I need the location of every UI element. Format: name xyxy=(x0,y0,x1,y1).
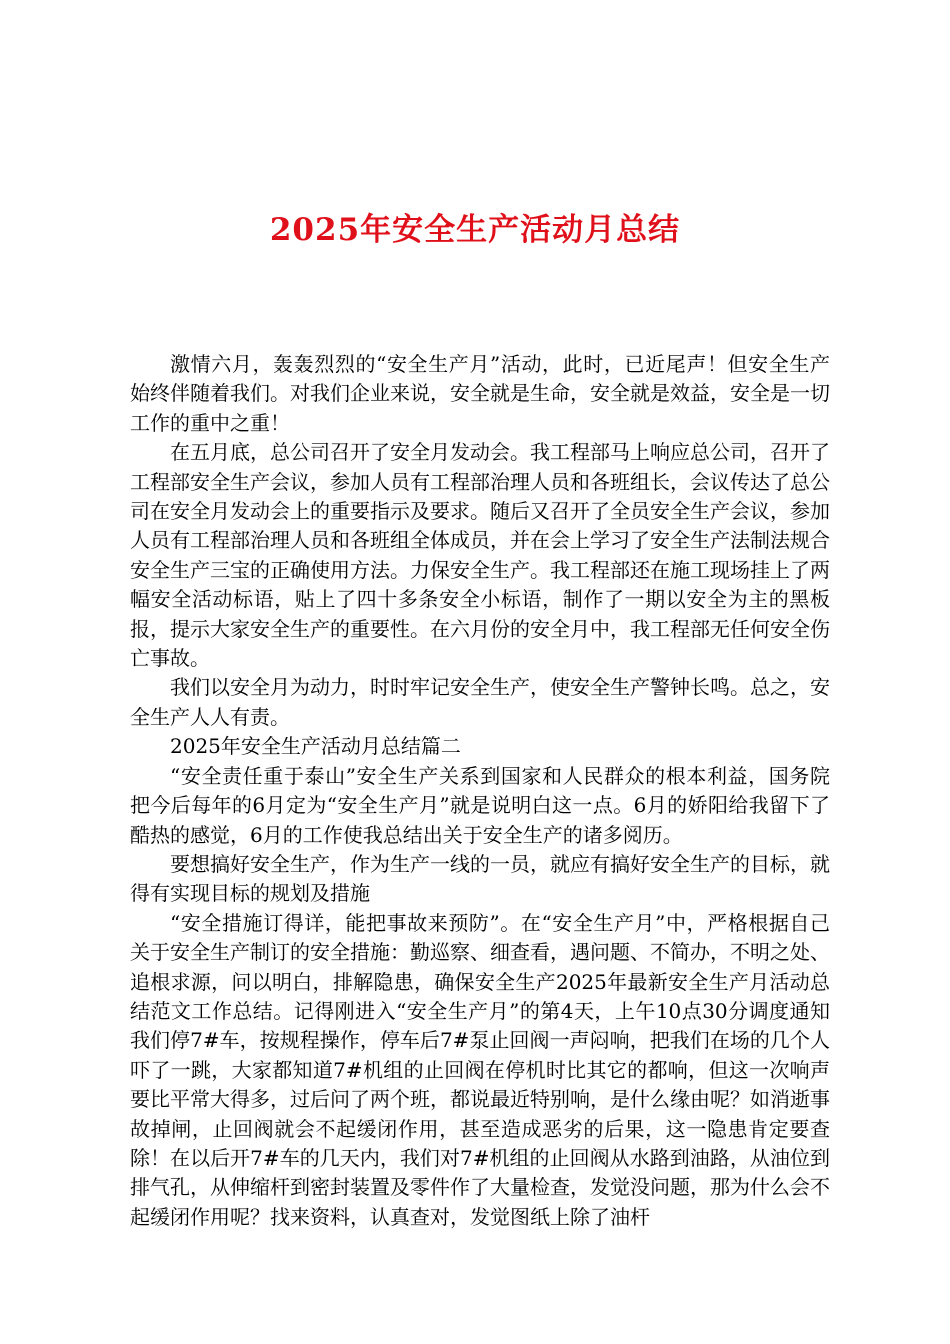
paragraph-1: 激情六月，轰轰烈烈的“安全生产月”活动，此时，已近尾声！但安全生产始终伴随着我们。对我们企业来说，安全就是生命，安全就是效益，安全是一切工作的重中之重！ xyxy=(130,352,830,435)
section-heading-part-two: 2025年安全生产活动月总结篇二 xyxy=(170,734,461,759)
paragraph-2: 在五月底，总公司召开了安全月发动会。我工程部马上响应总公司，召开了工程部安全生产会议，参加人员有工程部治理人员和各班组长，会议传达了总公司在安全月发动会上的重要指示及要求。随后又召开了全员安全生产会议，参加人员有工程部治理人员和各班组全体成员，并在会上学习了安全生产法制法规合安全生产三宝的正确使用方法。力保安全生产。我工程部还在施工现场挂上了两幅安全活动标语，贴上了四十多条安全小标语，制作了一期以安全为主的黑板报，提示大家安全生产的重要性。在六月份的安全月中，我工程部无任何安全伤亡事故。 xyxy=(130,440,830,671)
document-body xyxy=(130,350,830,1232)
paragraph-4: “安全责任重于泰山”安全生产关系到国家和人民群众的根本利益，国务院把今后每年的6月定为“安全生产月”就是说明白这一点。6月的娇阳给我留下了酷热的感觉，6月的工作使我总结出关于安全生产的诸多阅历。 xyxy=(130,763,830,847)
paragraph-5: 要想搞好安全生产，作为生产一线的一员，就应有搞好安全生产的目标，就得有实现目标的规划及措施 xyxy=(130,851,830,906)
document-title: 2025年安全生产活动月总结 xyxy=(269,212,681,248)
paragraph-6: “安全措施订得详，能把事故来预防”。在“安全生产月”中，严格根据自己关于安全生产制订的安全措施：勤巡察、细查看，遇问题、不简办，不明之处、追根求源，问以明白，排解隐患，确保安全生产2025年最新安全生产月活动总结范文工作总结。记得刚进入“安全生产月”的第4天，上午10点30分调度通知我们停7#车，按规程操作，停车后7#泵止回阀一声闷响，把我们在场的几个人吓了一跳，大家都知道7#机组的止回阀在停机时比其它的都响，但这一次响声要比平常大得多，过后问了两个班，都说最近特别响，是什么缘由呢？如消逝事故掉闸，止回阀就会不起缓闭作用，甚至造成恶劣的后果，这一隐患肯定要查除！在以后开7#车的几天内，我们对7#机组的止回阀从水路到油路，从油位到排气孔，从伸缩杆到密封装置及零件作了大量检查，发觉没问题，那为什么会不起缓闭作用呢？找来资料，认真查对，发觉图纸上除了油杆 xyxy=(130,910,830,1229)
paragraph-3: 我们以安全月为动力，时时牢记安全生产，使安全生产警钟长鸣。总之，安全生产人人有责。 xyxy=(130,675,830,729)
